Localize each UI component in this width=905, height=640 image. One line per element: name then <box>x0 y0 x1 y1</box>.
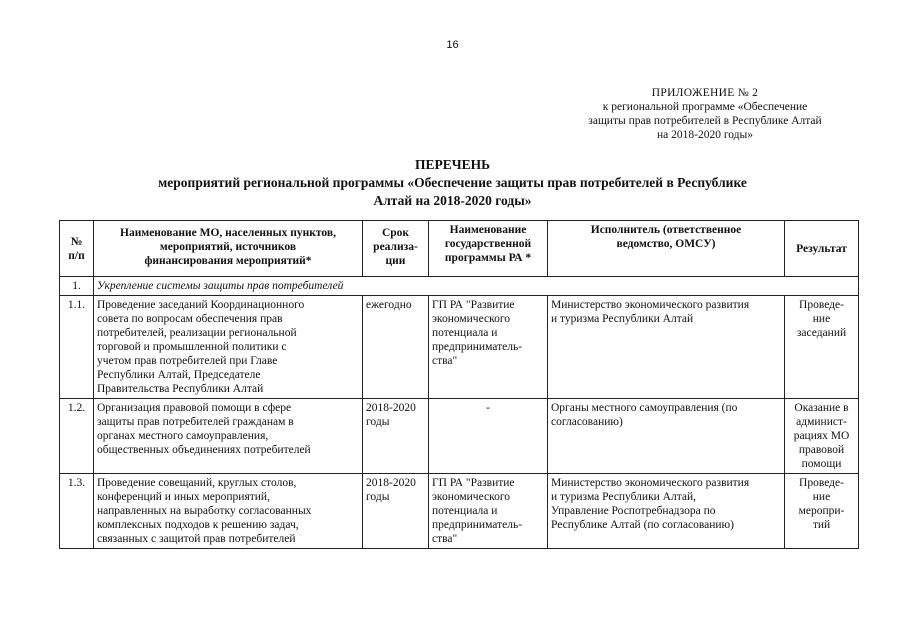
measures-table <box>59 220 859 549</box>
row-num: 1.2. <box>60 399 94 474</box>
appendix-block <box>555 86 855 142</box>
row-program: - <box>429 399 548 474</box>
section-row <box>60 277 859 296</box>
section-title: Укрепление системы защиты прав потребителей <box>94 277 859 296</box>
row-result: Проведе- ние меропри- тий <box>785 474 859 549</box>
row-executor: Министерство экономического развития и туризма Республики Алтай, Управление Роспотребнадзора по Республике Алтай (по согласованию) <box>548 474 785 549</box>
header-program: Наименование государственной программы РА * <box>429 221 548 277</box>
row-program: ГП РА "Развитие экономического потенциала и предприниматель- ства" <box>429 474 548 549</box>
row-executor: Министерство экономического развития и туризма Республики Алтай <box>548 296 785 399</box>
row-executor: Органы местного самоуправления (по согласованию) <box>548 399 785 474</box>
document-heading: ПЕРЕЧЕНЬ <box>414 157 491 172</box>
table-row <box>60 474 859 549</box>
header-executor: Исполнитель (ответственное ведомство, ОМСУ) <box>548 221 785 277</box>
section-num: 1. <box>60 277 94 296</box>
header-name: Наименование МО, населенных пунктов, мероприятий, источников финансирования мероприятий* <box>94 221 363 277</box>
header-term: Срок реализа- ции <box>363 221 429 277</box>
page-number: 16 <box>446 39 459 51</box>
row-result: Оказание в админист- рациях МО правовой помощи <box>785 399 859 474</box>
appendix-line: на 2018-2020 годы» <box>656 129 753 141</box>
table-header-row <box>60 221 859 277</box>
row-program: ГП РА "Развитие экономического потенциала и предприниматель- ства" <box>429 296 548 399</box>
document-title <box>0 156 905 210</box>
appendix-line: защиты прав потребителей в Республике Алтай <box>588 115 822 127</box>
header-result: Результат <box>785 221 859 277</box>
appendix-title: ПРИЛОЖЕНИЕ № 2 <box>651 87 759 99</box>
row-name: Проведение совещаний, круглых столов, конференций и иных мероприятий, направленных на выработку согласованных комплексных подходов к решению задач, связанных с защитой прав потребителей <box>94 474 363 549</box>
appendix-line: к региональной программе «Обеспечение <box>602 101 808 113</box>
row-name: Организация правовой помощи в сфере защиты прав потребителей гражданам в органах местного самоуправления, общественных объединениях потребителей <box>94 399 363 474</box>
table-row <box>60 399 859 474</box>
document-title-line: Алтай на 2018-2020 годы» <box>373 193 532 208</box>
row-term: 2018-2020 годы <box>363 399 429 474</box>
row-term: 2018-2020 годы <box>363 474 429 549</box>
table-row <box>60 296 859 399</box>
row-result: Проведе- ние заседаний <box>785 296 859 399</box>
row-term: ежегодно <box>363 296 429 399</box>
document-title-line: мероприятий региональной программы «Обеспечение защиты прав потребителей в Республике <box>158 175 747 190</box>
header-num: № п/п <box>60 221 94 277</box>
row-num: 1.1. <box>60 296 94 399</box>
row-name: Проведение заседаний Координационного совета по вопросам обеспечения прав потребителей, реализации региональной торговой и промышленной политики с учетом прав потребителей при Главе Республики Алтай, Председателе Правительства Республики Алтай <box>94 296 363 399</box>
row-num: 1.3. <box>60 474 94 549</box>
